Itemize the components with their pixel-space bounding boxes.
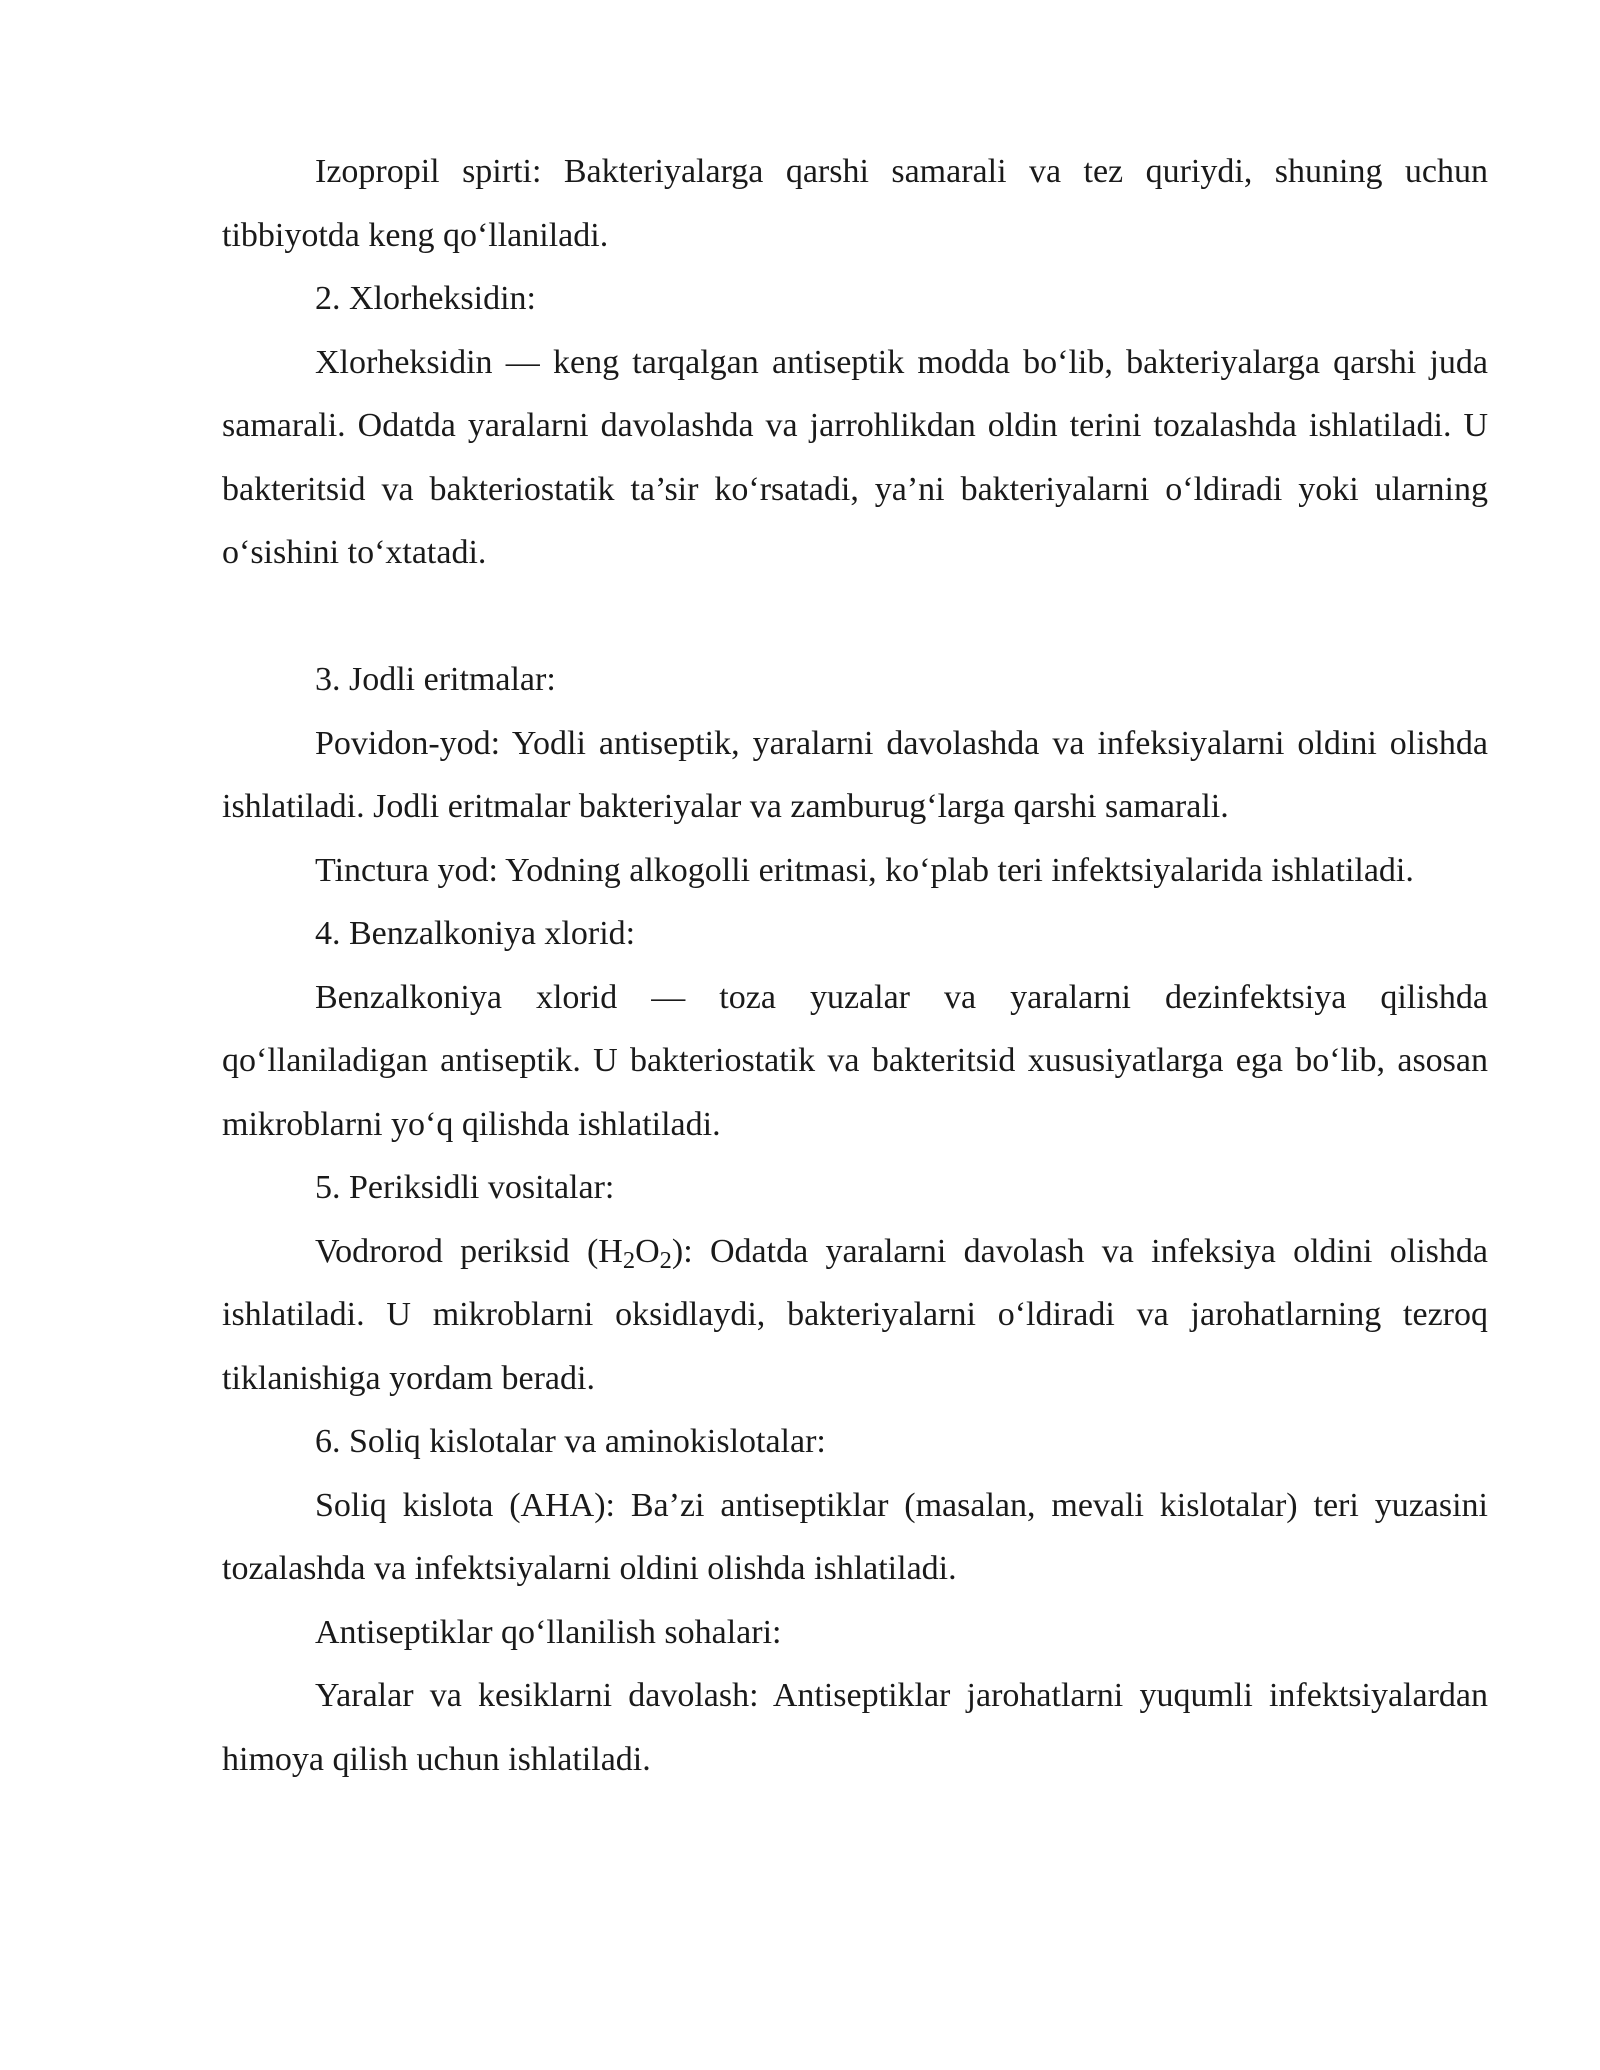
document-page: [222, 140, 1488, 1791]
paragraph-isopropyl: Izopropil spirti: Bakteriyalarga qarshi samarali va tez quriydi, shuning uchun tibbiyotda keng qo‘llaniladi.: [222, 153, 1488, 254]
paragraph-benzalkonium: Benzalkoniya xlorid — toza yuzalar va yaralarni dezinfektsiya qilishda qo‘llaniladigan antiseptik. U bakteriostatik va bakteritsid xususiyatlarga ega bo‘lib, asosan mikroblarni yo‘q qilishda ishlatiladi.: [222, 978, 1488, 1143]
heading-iodine-solutions: 3. Jodli eritmalar:: [315, 661, 556, 698]
blank-line: [222, 585, 1488, 649]
subscript-o2: 2: [659, 1246, 672, 1274]
heading-benzalkonium: 4. Benzalkoniya xlorid:: [315, 915, 636, 952]
paragraph-povidone-iodine: Povidon-yod: Yodli antiseptik, yaralarni davolashda va infeksiyalarni oldini olishda ishlatiladi. Jodli eritmalar bakteriyalar va zamburug‘larga qarshi samarali.: [222, 724, 1488, 825]
paragraph-wounds: Yaralar va kesiklarni davolash: Antiseptiklar jarohatlarni yuqumli infektsiyalardan himoya qilish uchun ishlatiladi.: [222, 1677, 1488, 1778]
heading-application-areas: Antiseptiklar qo‘llanilish sohalari:: [315, 1613, 782, 1651]
heading-chlorhexidine: 2. Xlorheksidin:: [315, 280, 536, 317]
paragraph-hydrogen-peroxide: [222, 1220, 1488, 1411]
peroxide-text-before: Vodrorod periksid (H: [315, 1232, 623, 1270]
subscript-h2: 2: [622, 1246, 636, 1274]
heading-acids: 6. Soliq kislotalar va aminokislotalar:: [315, 1423, 826, 1460]
peroxide-text-mid: O: [635, 1232, 660, 1270]
paragraph-chlorhexidine: Xlorheksidin — keng tarqalgan antiseptik modda bo‘lib, bakteriyalarga qarshi juda samarali. Odatda yaralarni davolashda va jarrohlikdan oldin terini tozalashda ishlatiladi. U bakteritsid va bakteriostatik ta’sir ko‘rsatadi, ya’ni bakteriyalarni o‘ldiradi yoki ularning o‘sishini to‘xtatadi.: [222, 343, 1488, 571]
paragraph-aha: Soliq kislota (AHA): Ba’zi antiseptiklar (masalan, mevali kislotalar) teri yuzasini tozalashda va infektsiyalarni oldini olishda ishlatiladi.: [222, 1486, 1488, 1587]
peroxide-text-after: ): Odatda yaralarni davolash va infeksiya oldini olishda ishlatiladi. U mikroblarni oksidlaydi, bakteriyalarni o‘ldiradi va jarohatlarning tezroq tiklanishiga yordam beradi.: [222, 1232, 1488, 1397]
heading-peroxide: 5. Periksidli vositalar:: [315, 1169, 615, 1206]
paragraph-iodine-tincture: Tinctura yod: Yodning alkogolli eritmasi, ko‘plab teri infektsiyalarida ishlatiladi.: [315, 851, 1414, 889]
